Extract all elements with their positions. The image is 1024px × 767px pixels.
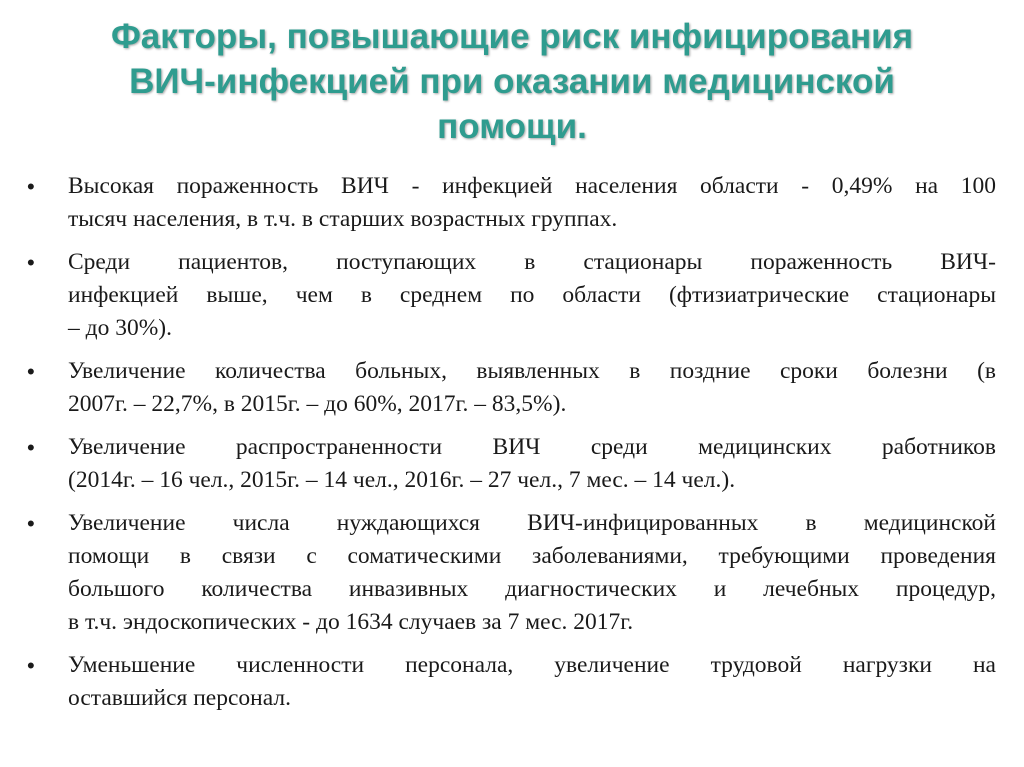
- bullet-item: [0, 507, 1024, 639]
- bullet-text-line: Увеличение числа нуждающихся ВИЧ-инфицированных в медицинской: [68, 510, 996, 536]
- slide-title-line: Факторы, повышающие риск инфицирования: [110, 17, 914, 56]
- bullet-text-line: – до 30%).: [68, 315, 172, 341]
- bullet-text-line: Увеличение распространенности ВИЧ среди медицинских работников: [68, 434, 996, 460]
- bullet-text-line: Уменьшение численности персонала, увеличение трудовой нагрузки на: [68, 652, 996, 678]
- bullet-text-line: Среди пациентов, поступающих в стационары пораженность ВИЧ-: [68, 249, 996, 275]
- slide-title-line: ВИЧ-инфекцией при оказании медицинской: [129, 62, 895, 101]
- bullet-item: [0, 431, 1024, 497]
- bullet-marker: •: [27, 511, 35, 536]
- bullet-text-line: (2014г. – 16 чел., 2015г. – 14 чел., 2016г. – 27 чел., 7 мес. – 14 чел.).: [68, 467, 736, 493]
- bullet-list: [0, 170, 1024, 725]
- bullet-text-line: в т.ч. эндоскопических - до 1634 случаев за 7 мес. 2017г.: [68, 609, 634, 635]
- bullet-marker: •: [27, 653, 35, 678]
- bullet-item: [0, 355, 1024, 421]
- bullet-text-line: оставшийся персонал.: [68, 685, 291, 711]
- bullet-marker: •: [27, 250, 35, 275]
- bullet-text-line: Увеличение количества больных, выявленных в поздние сроки болезни (в: [68, 358, 996, 384]
- bullet-text-line: инфекцией выше, чем в среднем по области (фтизиатрические стационары: [68, 282, 996, 308]
- bullet-text-line: большого количества инвазивных диагностических и лечебных процедур,: [68, 576, 996, 602]
- bullet-item: [0, 649, 1024, 715]
- bullet-marker: •: [27, 359, 35, 384]
- bullet-text-line: Высокая пораженность ВИЧ - инфекцией населения области - 0,49% на 100: [68, 173, 996, 199]
- bullet-text-line: тысяч населения, в т.ч. в старших возрастных группах.: [68, 206, 618, 232]
- bullet-text-line: 2007г. – 22,7%, в 2015г. – до 60%, 2017г. – 83,5%).: [68, 391, 567, 417]
- bullet-item: [0, 170, 1024, 236]
- bullet-marker: •: [27, 174, 35, 199]
- slide-title-line: помощи.: [437, 107, 587, 146]
- bullet-text-line: помощи в связи с соматическими заболеваниями, требующими проведения: [68, 543, 996, 569]
- slide-title: [40, 14, 984, 149]
- bullet-marker: •: [27, 435, 35, 460]
- bullet-item: [0, 246, 1024, 345]
